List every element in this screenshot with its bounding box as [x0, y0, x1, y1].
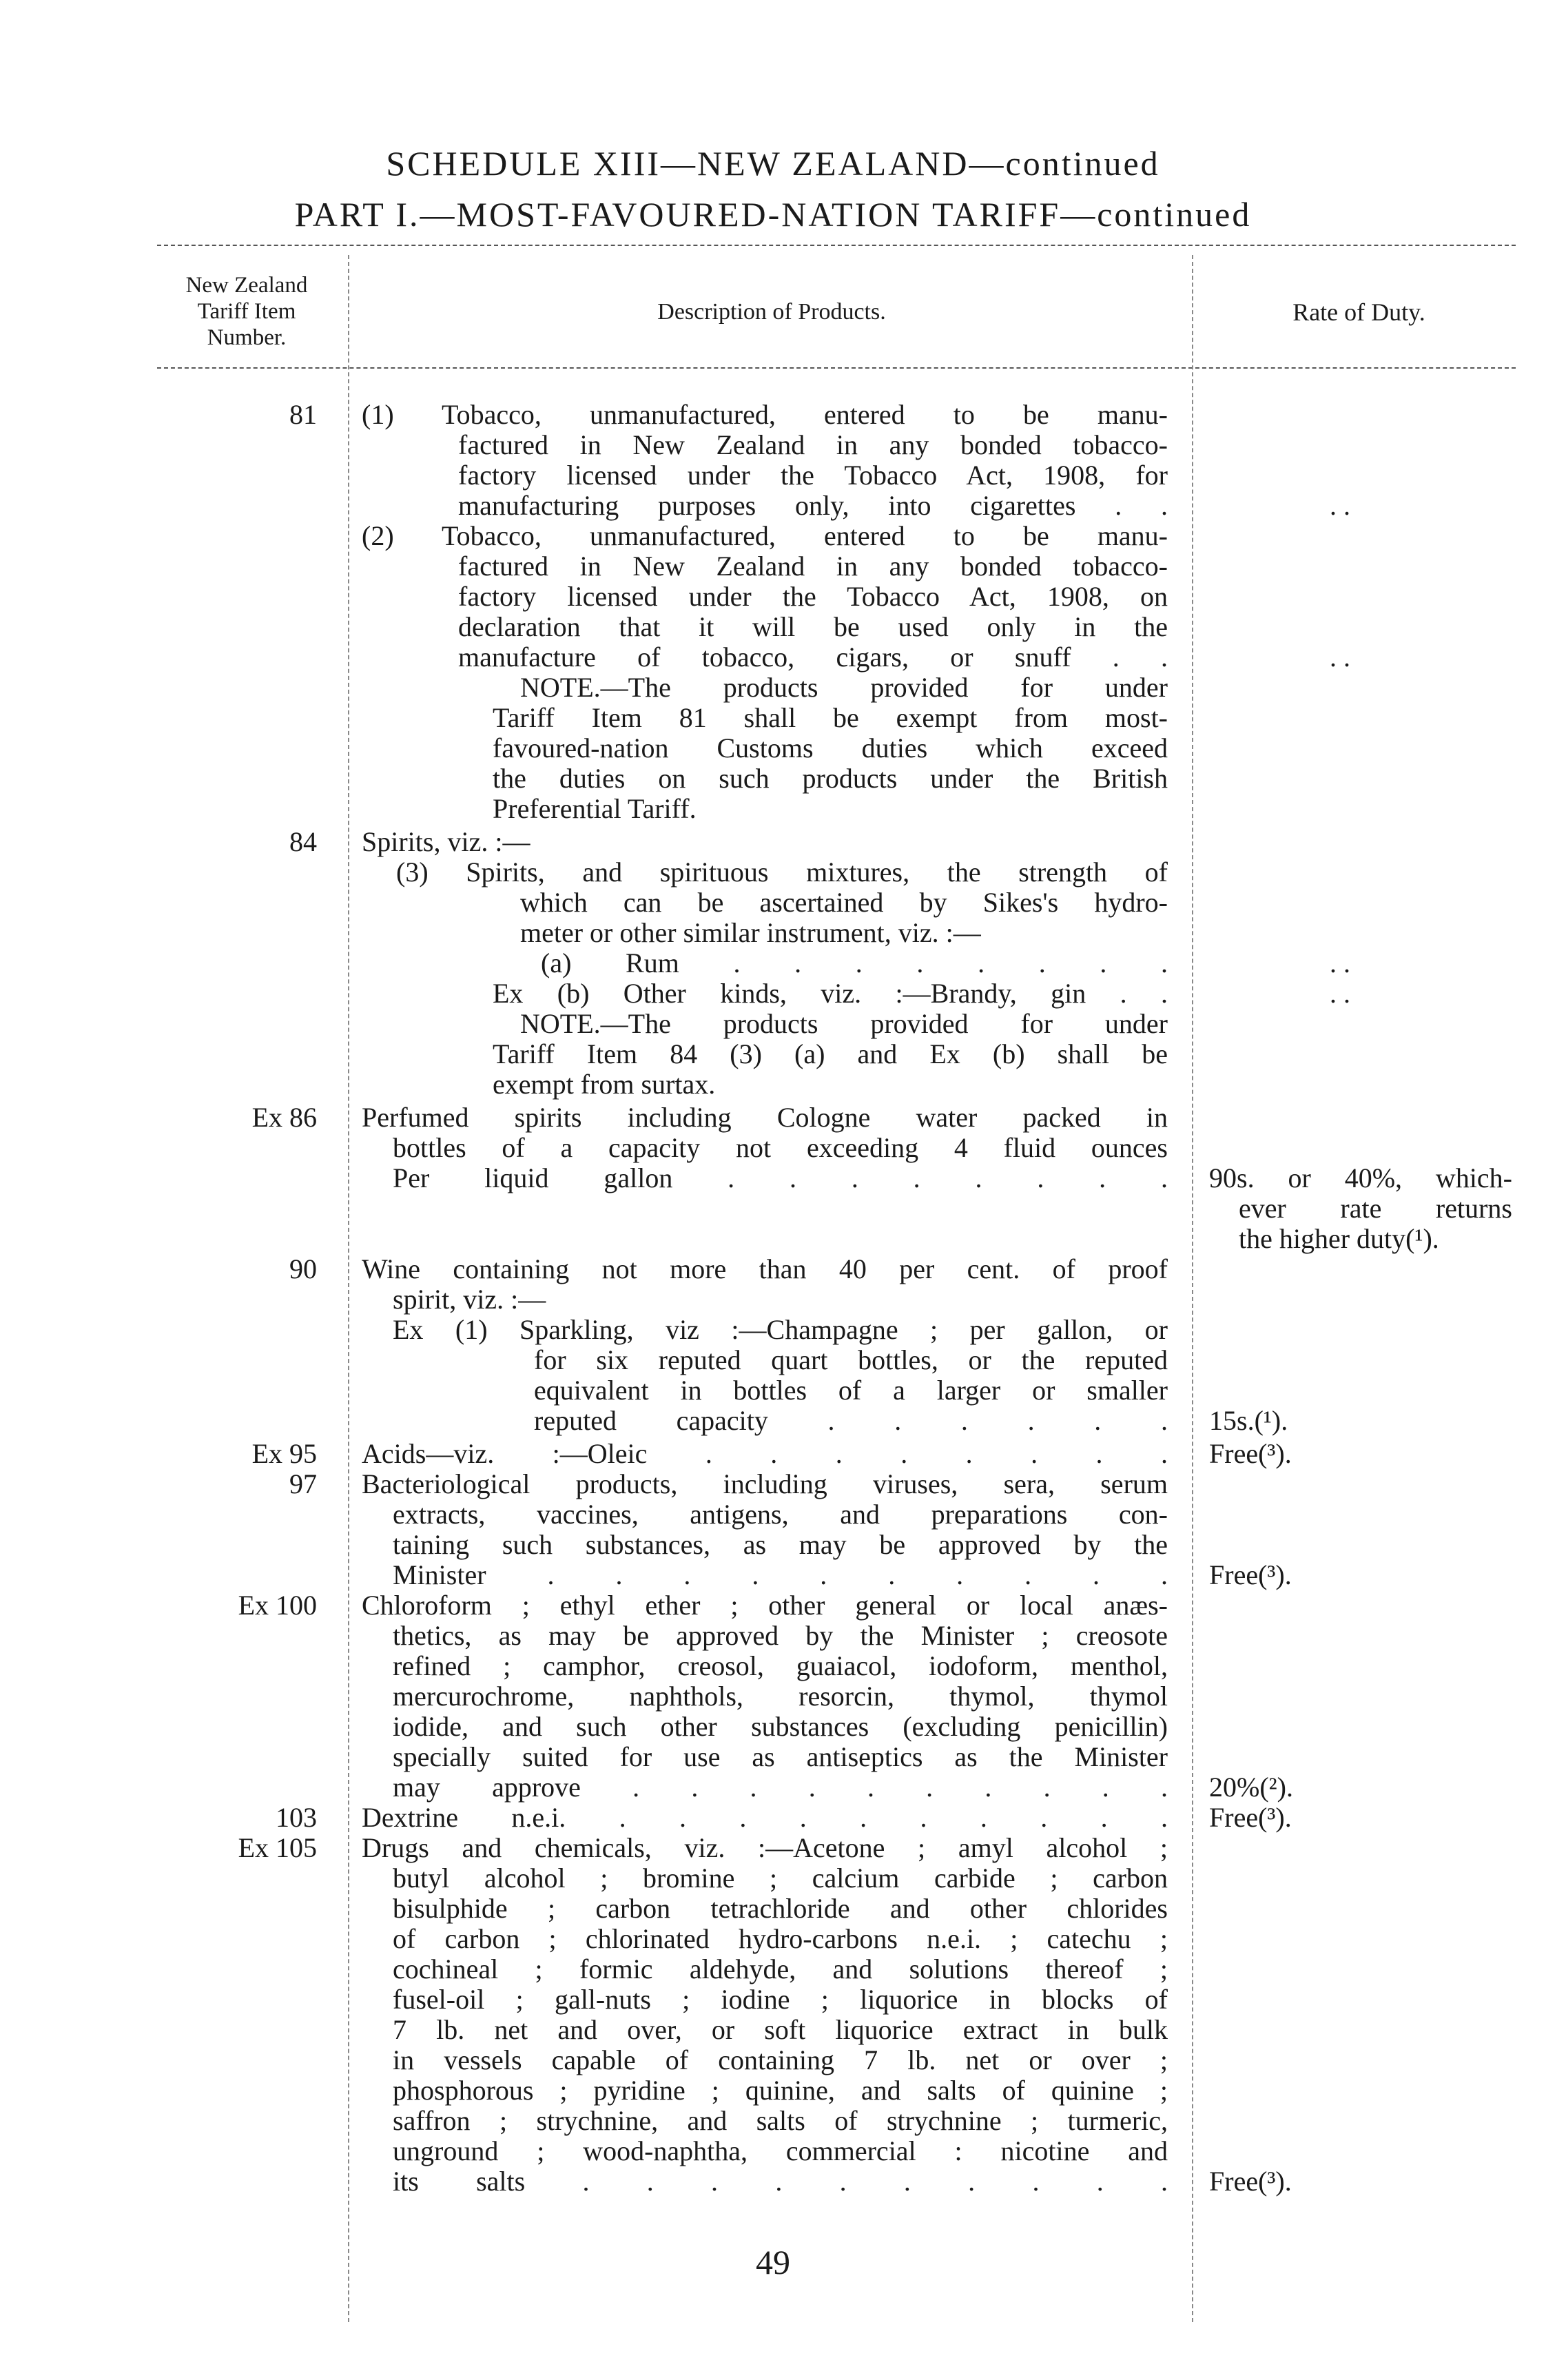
note-line: Preferential Tariff.	[493, 793, 697, 824]
description-line: reputed capacity . . . . . .	[534, 1405, 1168, 1436]
rate-value: 20%(²).	[1209, 1772, 1293, 1803]
description-line: in vessels capable of containing 7 lb. net or over ;	[393, 2044, 1168, 2075]
description-line: may approve . . . . . . . . . .	[393, 1772, 1168, 1803]
description-line: manufacturing purposes only, into cigarettes . .	[458, 490, 1168, 521]
description-line: butyl alcohol ; bromine ; calcium carbide ; carbon	[393, 1863, 1168, 1894]
note-line: NOTE.—The products provided for under	[520, 672, 1168, 703]
description-line: Spirits, viz. :—	[362, 826, 530, 857]
header-rule-bottom	[157, 367, 1516, 369]
description-line: its salts . . . . . . . . . .	[393, 2166, 1168, 2197]
description-line: Dextrine n.e.i. . . . . . . . . . .	[362, 1802, 1168, 1833]
rate-value: . .	[1330, 490, 1350, 521]
description-line: factory licensed under the Tobacco Act, 1908, on	[458, 581, 1168, 612]
description-line: thetics, as may be approved by the Minister ; creosote	[393, 1620, 1168, 1651]
description-line: of carbon ; chlorinated hydro-carbons n.e.i. ; catechu ;	[393, 1923, 1168, 1954]
item-number: 97	[289, 1468, 317, 1499]
item-number: 90	[289, 1253, 317, 1284]
description-line: equivalent in bottles of a larger or smaller	[534, 1375, 1168, 1406]
rate-value: 15s.(¹).	[1209, 1405, 1288, 1436]
description-line: unground ; wood-naphtha, commercial : nicotine and	[393, 2135, 1168, 2166]
description-line: phosphorous ; pyridine ; quinine, and salts of quinine ;	[393, 2075, 1168, 2106]
column-header-item-number: New Zealand Tariff Item Number.	[185, 273, 308, 350]
item-number: Ex 86	[251, 1102, 317, 1133]
column-divider-left	[348, 255, 349, 2322]
description-line: bottles of a capacity not exceeding 4 fluid ounces	[393, 1132, 1168, 1163]
rate-value: Free(³).	[1209, 2166, 1292, 2197]
description-line: Perfumed spirits including Cologne water packed in	[362, 1102, 1168, 1133]
description-line: factory licensed under the Tobacco Act, 1908, for	[458, 460, 1168, 491]
description-line: (a) Rum . . . . . . . .	[541, 947, 1168, 978]
rate-value: Free(³).	[1209, 1438, 1292, 1469]
note-line: Tariff Item 84 (3) (a) and Ex (b) shall be	[493, 1038, 1168, 1069]
description-line: Bacteriological products, including viruses, sera, serum	[362, 1468, 1168, 1499]
description-line: refined ; camphor, creosol, guaiacol, iodoform, menthol,	[393, 1650, 1168, 1681]
description-line: factured in New Zealand in any bonded tobacco-	[458, 429, 1168, 460]
description-line: specially suited for use as antiseptics as the Minister	[393, 1741, 1168, 1772]
description-line: iodide, and such other substances (excluding penicillin)	[393, 1711, 1168, 1742]
description-line: manufacture of tobacco, cigars, or snuff . .	[458, 642, 1168, 673]
description-line: Minister . . . . . . . . . .	[393, 1559, 1168, 1590]
rate-value: ever rate returns	[1239, 1193, 1512, 1224]
description-line: Per liquid gallon . . . . . . . .	[393, 1162, 1168, 1193]
description-line: Wine containing not more than 40 per cent. of proof	[362, 1253, 1168, 1284]
page-subtitle: PART I.—MOST-FAVOURED-NATION TARIFF—continued	[294, 195, 1252, 234]
note-line: NOTE.—The products provided for under	[520, 1008, 1168, 1039]
note-line: exempt from surtax.	[493, 1069, 716, 1100]
item-number: 84	[289, 826, 317, 857]
description-line: which can be ascertained by Sikes's hydro-	[520, 887, 1168, 918]
description-line: Chloroform ; ethyl ether ; other general or local anæs-	[362, 1590, 1168, 1621]
description-line: extracts, vaccines, antigens, and preparations con-	[393, 1499, 1168, 1530]
description-line: meter or other similar instrument, viz. :—	[520, 917, 981, 948]
description-line: 7 lb. net and over, or soft liquorice extract in bulk	[393, 2014, 1168, 2045]
rate-value: 90s. or 40%, which-	[1209, 1162, 1512, 1193]
description-line: declaration that it will be used only in the	[458, 611, 1168, 642]
rate-value: Free(³).	[1209, 1802, 1292, 1833]
column-divider-right	[1192, 255, 1193, 2322]
rate-value: . .	[1330, 947, 1350, 978]
column-header-description: Description of Products.	[657, 299, 886, 325]
description-line: Drugs and chemicals, viz. :—Acetone ; amyl alcohol ;	[362, 1832, 1168, 1863]
description-line: (2) Tobacco, unmanufactured, entered to be manu-	[362, 520, 1168, 551]
description-line: spirit, viz. :—	[393, 1284, 546, 1315]
description-line: bisulphide ; carbon tetrachloride and other chlorides	[393, 1893, 1168, 1924]
description-line: Acids—viz. :—Oleic . . . . . . . .	[362, 1438, 1168, 1469]
description-line: for six reputed quart bottles, or the reputed	[534, 1344, 1168, 1375]
page-number: 49	[756, 2243, 790, 2281]
header-rule-top	[157, 245, 1516, 246]
item-number: Ex 105	[238, 1832, 317, 1863]
description-line: Ex (b) Other kinds, viz. :—Brandy, gin . .	[493, 978, 1168, 1009]
note-line: Tariff Item 81 shall be exempt from most-	[493, 702, 1168, 733]
item-number: Ex 95	[251, 1438, 317, 1469]
description-line: (3) Spirits, and spirituous mixtures, the strength of	[396, 856, 1168, 888]
description-line: (1) Tobacco, unmanufactured, entered to be manu-	[362, 399, 1168, 430]
description-line: factured in New Zealand in any bonded tobacco-	[458, 551, 1168, 582]
page-title: SCHEDULE XIII—NEW ZEALAND—continued	[386, 144, 1160, 183]
description-line: mercurochrome, naphthols, resorcin, thymol, thymol	[393, 1681, 1168, 1712]
item-number: 103	[276, 1802, 317, 1833]
description-line: Ex (1) Sparkling, viz :—Champagne ; per gallon, or	[393, 1314, 1168, 1345]
note-line: the duties on such products under the British	[493, 763, 1168, 794]
description-line: fusel-oil ; gall-nuts ; iodine ; liquorice in blocks of	[393, 1984, 1168, 2015]
description-line: saffron ; strychnine, and salts of strychnine ; turmeric,	[393, 2105, 1168, 2136]
description-line: cochineal ; formic aldehyde, and solutions thereof ;	[393, 1953, 1168, 1984]
rate-value: . .	[1330, 978, 1350, 1009]
column-header-rate: Rate of Duty.	[1292, 298, 1425, 326]
rate-value: Free(³).	[1209, 1559, 1292, 1590]
description-line: taining such substances, as may be approved by the	[393, 1529, 1168, 1560]
item-number: Ex 100	[238, 1590, 317, 1621]
rate-value: the higher duty(¹).	[1239, 1223, 1439, 1254]
rate-value: . .	[1330, 642, 1350, 673]
note-line: favoured-nation Customs duties which exceed	[493, 732, 1168, 763]
item-number: 81	[289, 399, 317, 430]
